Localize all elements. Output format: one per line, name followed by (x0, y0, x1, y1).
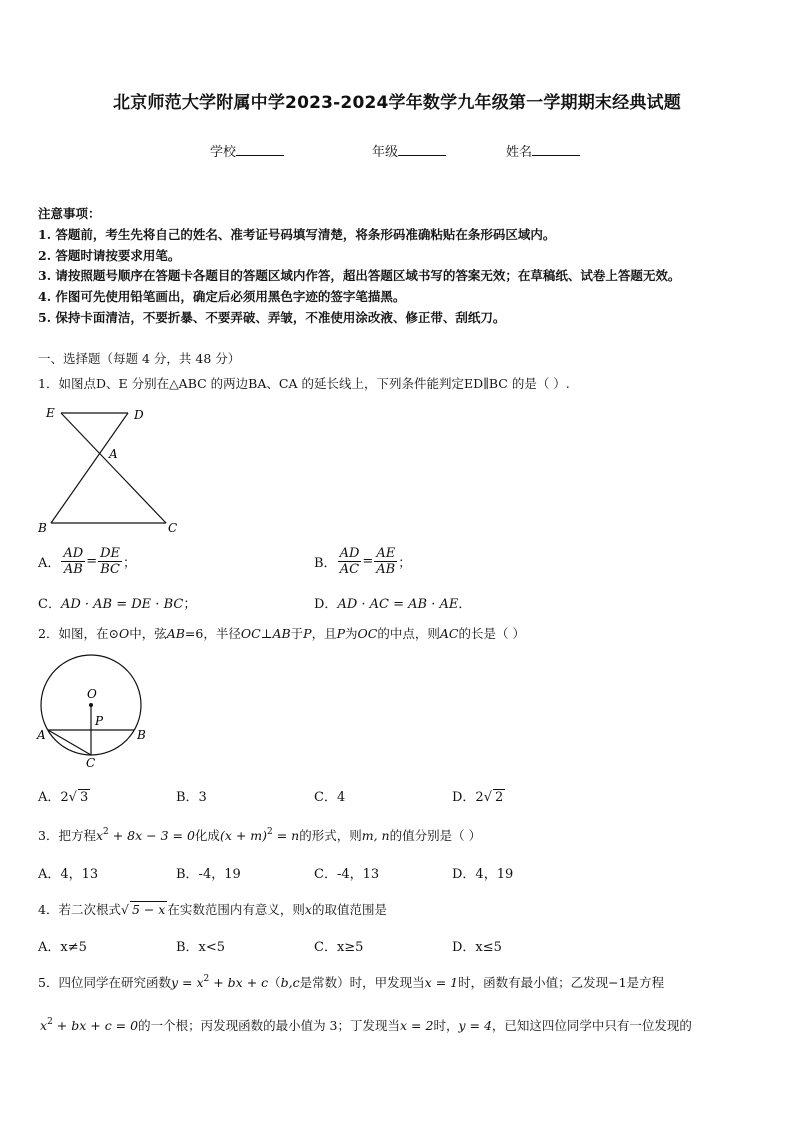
grade-blank[interactable] (398, 143, 446, 156)
label-b: B (38, 521, 47, 535)
label-c: C (168, 521, 178, 535)
question-3-option-c[interactable]: C．-4，13 (314, 867, 380, 882)
label-a: A (109, 447, 118, 461)
question-1-option-c[interactable]: C．AD · AB = DE · BC； (38, 597, 197, 612)
section-heading: 一、选择题（每题 4 分，共 48 分） (38, 351, 241, 366)
question-4-stem: 4．若二次根式√ 5 − x 在实数范围内有意义，则x的取值范围是 (38, 902, 387, 917)
segment-ac (48, 730, 91, 755)
question-2-stem: 2．如图，在⊙O中，弦AB=6，半径OC⊥AB于P，且P为OC的中点，则AC的长是（ ） (38, 626, 525, 641)
school-blank[interactable] (236, 143, 284, 156)
question-4-option-d[interactable]: D．x≤5 (452, 940, 502, 955)
option-letter: B． (314, 555, 337, 571)
question-1-stem: 1．如图点D、E 分别在△ABC 的两边BA、CA 的延长线上，下列条件能判定ED∥BC 的是（ ）. (38, 376, 570, 391)
school-label: 学校 (210, 145, 237, 160)
school-field[interactable] (210, 141, 284, 160)
name-field[interactable] (506, 141, 580, 160)
notice-heading: 注意事项： (38, 206, 101, 221)
segment-db (51, 413, 128, 523)
label-o: O (87, 687, 97, 701)
question-4-option-a[interactable]: A．x≠5 (38, 940, 87, 955)
question-2-option-a[interactable]: A．2√ 3 (38, 790, 89, 805)
fraction: $\frac{DE}{BC}$ (100, 545, 121, 577)
question-5-stem-line-2: $x^2$ + bx + c = 0的一个根；丙发现函数的最小值为 3；丁发现当x = 2时，y = 4，已知这四位同学中只有一位发现的 (40, 1017, 692, 1033)
label-c: C (86, 756, 96, 770)
notice-item: 4. 作图可先使用铅笔画出，确定后必须用黑色字迹的签字笔描黑。 (38, 289, 406, 304)
name-blank[interactable] (532, 143, 580, 156)
label-b: B (137, 728, 146, 742)
question-3-option-d[interactable]: D．4，19 (452, 867, 514, 882)
question-3-option-a[interactable]: A．4，13 (38, 867, 99, 882)
page-title: 北京师范大学附属中学2023-2024学年数学九年级第一学期期末经典试题 (113, 93, 681, 113)
question-5-stem-line-1: 5．四位同学在研究函数$y = x^2$ + bx + c（b,c是常数）时，甲发现当x = 1时，函数有最小值；乙发现−1是方程 (38, 974, 665, 990)
label-a: A (37, 728, 46, 742)
grade-field[interactable] (372, 141, 446, 160)
notice-item: 5. 保持卡面清洁，不要折暴、不要弄破、弄皱，不准使用涂改液、修正带、刮纸刀。 (38, 310, 506, 325)
question-2-option-b[interactable]: B．3 (176, 790, 207, 805)
label-p: P (95, 714, 104, 728)
question-3-option-b[interactable]: B．-4，19 (176, 867, 241, 882)
option-letter: A． (38, 555, 61, 571)
question-1-option-d[interactable]: D．AD · AC = AB · AE． (314, 597, 472, 612)
question-3-stem: 3．把方程$x^2 + 8x - 3 = 0$化成$(x + m)^2 = n$的形式，则m, n的值分别是（ ） (38, 827, 482, 843)
label-d: D (134, 408, 144, 422)
grade-label: 年级 (372, 145, 399, 160)
question-2-figure (34, 650, 154, 770)
question-1-option-a[interactable]: A． $\frac{AD}{AB}$ = $\frac{DE}{BC}$ ； (38, 545, 137, 577)
center-point (89, 703, 93, 707)
fraction: $\frac{AD}{AB}$ (63, 545, 84, 577)
segment-ec (61, 413, 166, 523)
fraction: $\frac{AE}{AB}$ (376, 545, 396, 577)
label-e: E (46, 406, 55, 420)
question-1-figure (36, 402, 186, 537)
question-2-option-d[interactable]: D．2√ 2 (452, 790, 504, 805)
question-4-option-c[interactable]: C．x≥5 (314, 940, 364, 955)
name-label: 姓名 (506, 145, 533, 160)
notice-item: 2. 答题时请按要求用笔。 (38, 248, 181, 263)
notice-item: 1. 答题前，考生先将自己的姓名、准考证号码填写清楚，将条形码准确粘贴在条形码区域内。 (38, 227, 556, 242)
question-1-option-b[interactable]: B． $\frac{AD}{AC}$ = $\frac{AE}{AB}$ ； (314, 545, 412, 577)
question-2-option-c[interactable]: C．4 (314, 790, 346, 805)
fraction: $\frac{AD}{AC}$ (339, 545, 360, 577)
notice-item: 3. 请按照题号顺序在答题卡各题目的答题区域内作答，超出答题区域书写的答案无效；在草稿纸、试卷上答题无效。 (38, 268, 681, 283)
question-4-option-b[interactable]: B．x<5 (176, 940, 226, 955)
